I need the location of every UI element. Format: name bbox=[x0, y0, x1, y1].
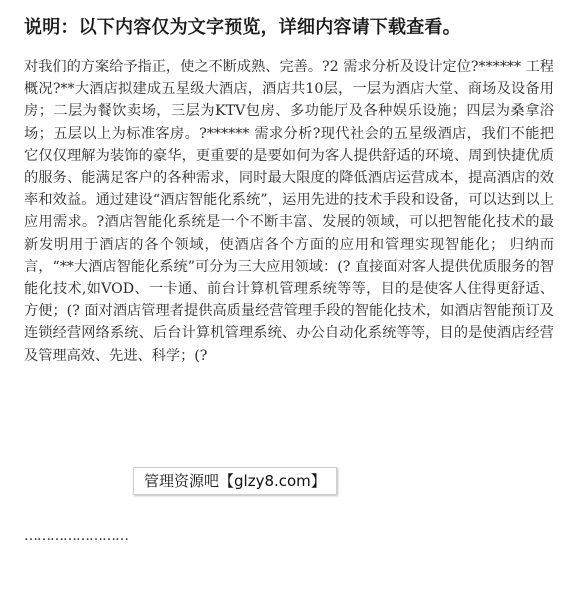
truncation-ellipsis: …………………… bbox=[24, 528, 128, 544]
document-body-text: 对我们的方案给予指正，使之不断成熟、完善。?2 需求分析及设计定位?****** 工程概况?**大酒店拟建成五星级大酒店，酒店共10层，一层为酒店大堂、商场及设备用房；二层为餐饮卖场，三层为KTV包房、多功能厅及各种娱乐设施；四层为桑拿浴场；五层以上为标准客房。?****** 需求分析?现代社会的五星级酒店，我们不能把它仅仅理解为装饰的豪华，更重要的是要如何为客人提供舒适的环境、周到快捷优质的服务、能满足客户的各种需求，同时最大限度的降低酒店运营成本，提高酒店的效率和效益。通过建设“酒店智能化系统”，运用先进的技术手段和设备，可以达到以上应用需求。?酒店智能化系统是一个不断丰富、发展的领域，可以把智能化技术的最新发明用于酒店的各个领域，使酒店各个方面的应用和管理实现智能化； 归纳而言，“**大酒店智能化系统”可分为三大应用领域：(? 直接面对客人提供优质服务的智能化技术,如VOD、一卡通、前台计算机管理系统等等，目的是使客人住得更舒适、方便；(? 面对酒店管理者提供高质量经营管理手段的智能化技术，如酒店智能预订及连锁经营网络系统、后台计算机管理系统、办公自动化系统等等，目的是使酒店经营及管理高效、先进、科学；(? bbox=[24, 59, 554, 364]
preview-notice: 说明：以下内容仅为文字预览，详细内容请下载查看。 bbox=[24, 17, 461, 38]
site-watermark: 管理资源吧【glzy8.com】 bbox=[133, 467, 337, 495]
